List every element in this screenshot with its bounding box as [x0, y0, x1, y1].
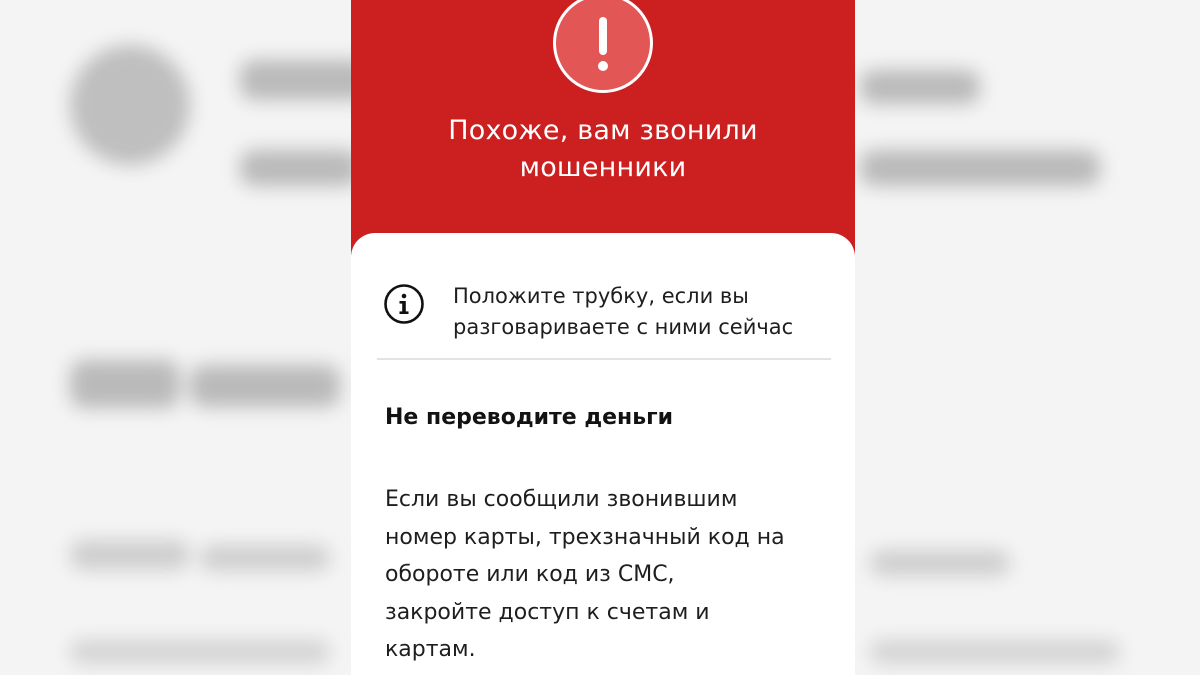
fraud-warning-screen [351, 0, 855, 675]
section-body-line: картам. [385, 637, 476, 662]
info-row [381, 281, 831, 345]
section-body-line: Если вы сообщили звонившим [385, 487, 738, 512]
divider [377, 358, 831, 360]
alert-title [391, 112, 815, 186]
info-text [453, 281, 833, 343]
section-body [385, 481, 825, 669]
info-text-line1: Положите трубку, если вы [453, 284, 749, 308]
section-body-line: номер карты, трехзначный код на [385, 524, 785, 550]
exclamation-icon [553, 0, 653, 93]
section-body-line: закройте доступ к счетам и [385, 599, 710, 625]
info-text-line2: разговариваете с ними сейчас [453, 315, 794, 339]
section-body-line: обороте или код из СМС, [385, 562, 675, 587]
alert-title-line1: Похоже, вам звонили [448, 115, 758, 146]
alert-title-line2: мошенники [519, 152, 687, 183]
alert-header [351, 0, 855, 262]
section-title: Не переводите деньги [385, 405, 674, 430]
info-icon [383, 283, 425, 325]
warning-sheet [351, 233, 855, 675]
